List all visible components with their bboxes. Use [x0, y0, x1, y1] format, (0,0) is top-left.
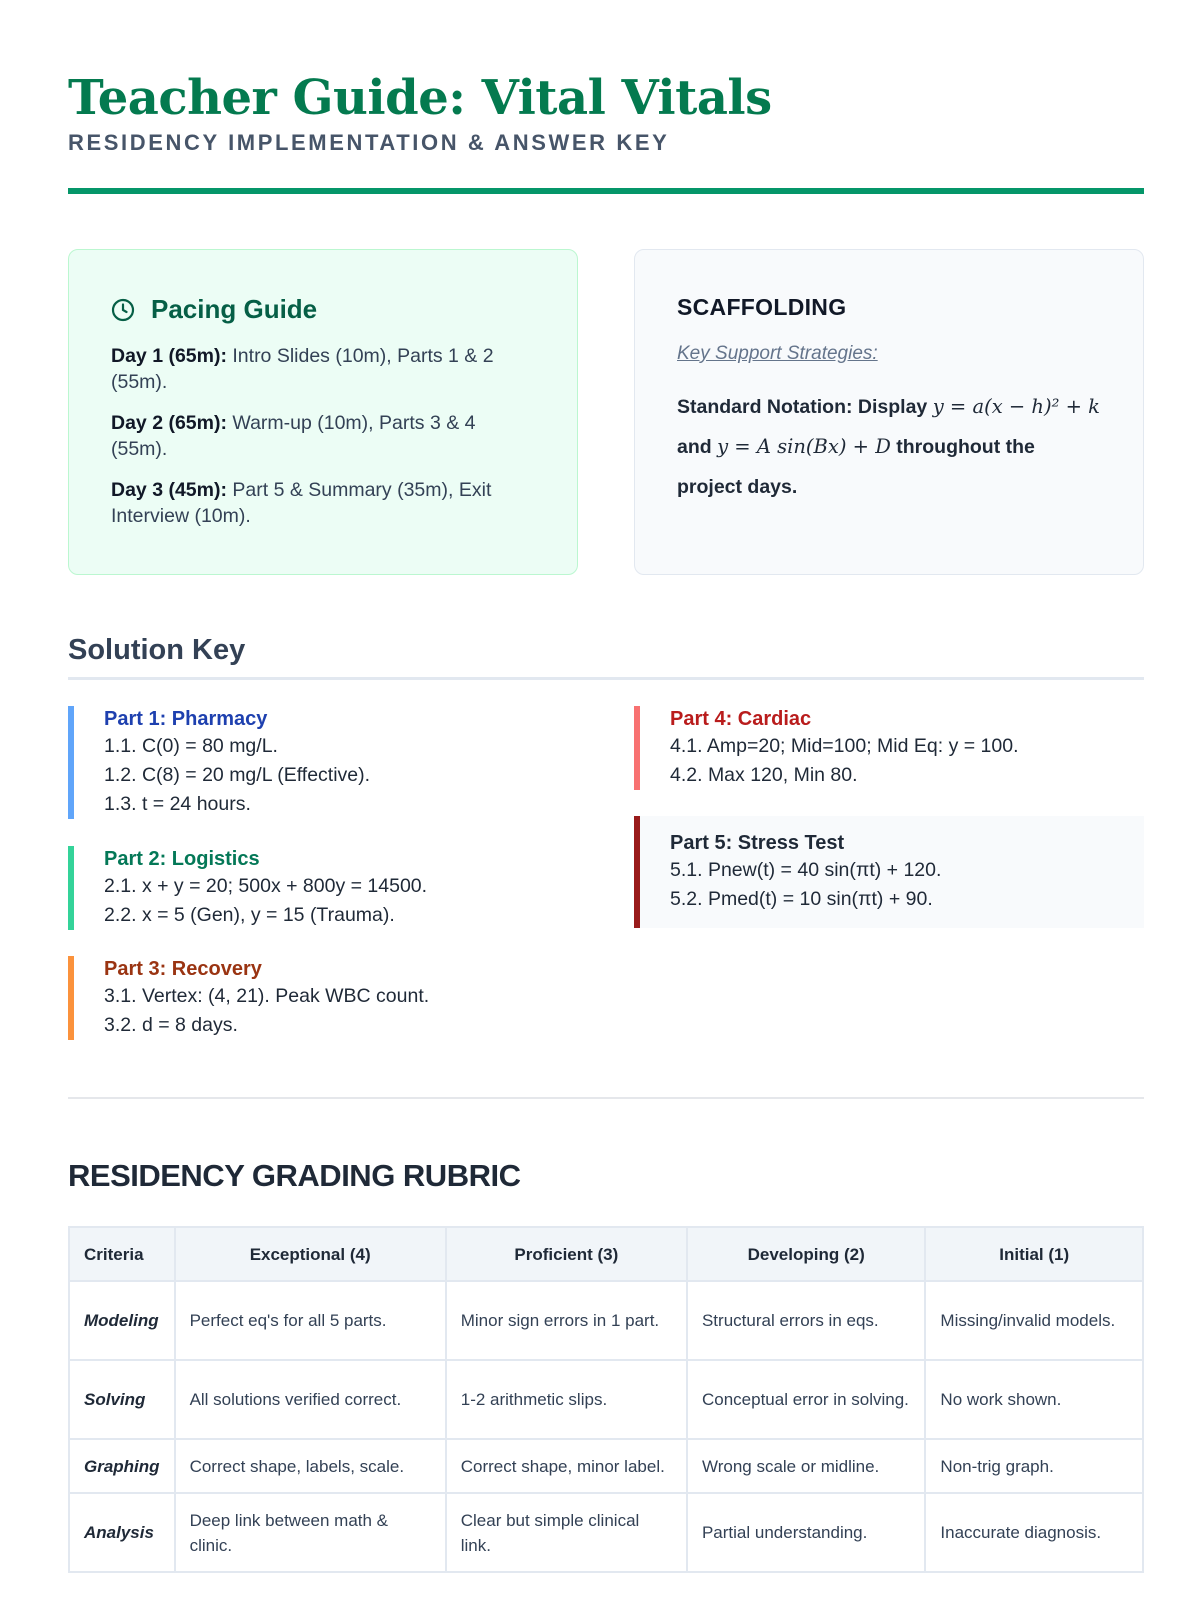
solution-part-cardiac: [634, 706, 1144, 790]
table-row: [69, 1281, 1143, 1360]
table-cell: Deep link between math & clinic.: [175, 1493, 446, 1572]
solution-key-heading: Solution Key: [68, 634, 246, 666]
table-cell: Perfect eq's for all 5 parts.: [175, 1281, 446, 1360]
pacing-day-text: Warm-up (10m), Parts 3 & 4 (55m).: [111, 412, 476, 460]
answer-line: 4.1. Amp=20; Mid=100; Mid Eq: y = 100.: [670, 735, 1019, 757]
table-cell: Inaccurate diagnosis.: [925, 1493, 1143, 1572]
page-subtitle: RESIDENCY IMPLEMENTATION & ANSWER KEY: [68, 130, 670, 155]
table-cell: Clear but simple clinical link.: [446, 1493, 687, 1572]
table-row: [69, 1439, 1143, 1493]
clock-icon: [111, 298, 135, 322]
criteria-cell: Solving: [69, 1360, 175, 1439]
answer-line: 1.2. C(8) = 20 mg/L (Effective).: [104, 764, 371, 786]
pacing-guide-card: [68, 249, 578, 575]
table-row: [69, 1493, 1143, 1572]
column-header-proficient: Proficient (3): [446, 1227, 687, 1281]
part-title: Part 3: Recovery: [104, 958, 262, 980]
table-cell: Wrong scale or midline.: [687, 1439, 925, 1493]
pacing-guide-heading: [111, 294, 537, 325]
section-divider: [68, 1097, 1144, 1099]
column-header-initial: Initial (1): [925, 1227, 1143, 1281]
table-row: [69, 1360, 1143, 1439]
answer-line: 2.1. x + y = 20; 500x + 800y = 14500.: [104, 875, 428, 897]
page-title: Teacher Guide: Vital Vitals: [68, 70, 772, 126]
scaffolding-subheading: Key Support Strategies:: [677, 343, 878, 364]
column-header-developing: Developing (2): [687, 1227, 925, 1281]
column-header-criteria: Criteria: [69, 1227, 175, 1281]
answer-line: 1.1. C(0) = 80 mg/L.: [104, 735, 278, 757]
table-cell: Partial understanding.: [687, 1493, 925, 1572]
pacing-guide-title: Pacing Guide: [151, 294, 318, 324]
sine-form-equation: y = A sin(Bx) + D: [717, 435, 891, 458]
strategy-connector: and: [677, 436, 718, 458]
scaffolding-card: [634, 249, 1144, 575]
pacing-day-label: Day 2 (65m):: [111, 412, 227, 434]
part-title: Part 1: Pharmacy: [104, 708, 268, 730]
title-divider: [68, 188, 1144, 194]
criteria-cell: Analysis: [69, 1493, 175, 1572]
answer-line: 5.2. Pmed(t) = 10 sin(πt) + 90.: [670, 888, 933, 910]
column-header-exceptional: Exceptional (4): [175, 1227, 446, 1281]
pacing-day-label: Day 3 (45m):: [111, 479, 227, 501]
solution-part-pharmacy: [68, 706, 578, 819]
table-cell: Correct shape, minor label.: [446, 1439, 687, 1493]
table-header-row: [69, 1227, 1143, 1281]
pacing-day-label: Day 1 (65m):: [111, 345, 227, 367]
pacing-day-text: Intro Slides (10m), Parts 1 & 2 (55m).: [111, 345, 494, 393]
criteria-cell: Modeling: [69, 1281, 175, 1360]
rubric-heading: RESIDENCY GRADING RUBRIC: [68, 1158, 521, 1193]
pacing-day-1: [111, 343, 537, 395]
criteria-cell: Graphing: [69, 1439, 175, 1493]
scaffolding-heading: SCAFFOLDING: [677, 294, 847, 320]
table-cell: Structural errors in eqs.: [687, 1281, 925, 1360]
answer-line: 3.2. d = 8 days.: [104, 1014, 238, 1036]
solution-part-logistics: [68, 846, 578, 930]
strategy-tail: throughout the project days.: [677, 436, 1035, 498]
table-cell: Missing/invalid models.: [925, 1281, 1143, 1360]
part-title: Part 5: Stress Test: [670, 832, 845, 854]
part-title: Part 4: Cardiac: [670, 708, 812, 730]
table-cell: 1-2 arithmetic slips.: [446, 1360, 687, 1439]
solution-part-recovery: [68, 956, 578, 1040]
table-cell: Conceptual error in solving.: [687, 1360, 925, 1439]
pacing-day-text: Part 5 & Summary (35m), Exit Interview (10m).: [111, 479, 492, 527]
table-cell: Non-trig graph.: [925, 1439, 1143, 1493]
answer-line: 1.3. t = 24 hours.: [104, 793, 251, 815]
answer-line: 3.1. Vertex: (4, 21). Peak WBC count.: [104, 985, 430, 1007]
vertex-form-equation: y = a(x − h)² + k: [932, 395, 1100, 418]
strategy-lead: Standard Notation: Display: [677, 396, 933, 418]
part-title: Part 2: Logistics: [104, 848, 260, 870]
answer-line: 2.2. x = 5 (Gen), y = 15 (Trauma).: [104, 904, 395, 926]
answer-line: 5.1. Pnew(t) = 40 sin(πt) + 120.: [670, 859, 942, 881]
table-cell: Correct shape, labels, scale.: [175, 1439, 446, 1493]
pacing-day-2: [111, 410, 537, 462]
solution-part-stress-test: [634, 816, 1144, 928]
table-cell: No work shown.: [925, 1360, 1143, 1439]
answer-line: 4.2. Max 120, Min 80.: [670, 764, 858, 786]
table-cell: All solutions verified correct.: [175, 1360, 446, 1439]
scaffolding-strategy: [677, 387, 1103, 507]
solution-key-divider: [68, 677, 1144, 680]
table-cell: Minor sign errors in 1 part.: [446, 1281, 687, 1360]
pacing-day-3: [111, 477, 537, 529]
grading-rubric-table: [68, 1226, 1144, 1573]
